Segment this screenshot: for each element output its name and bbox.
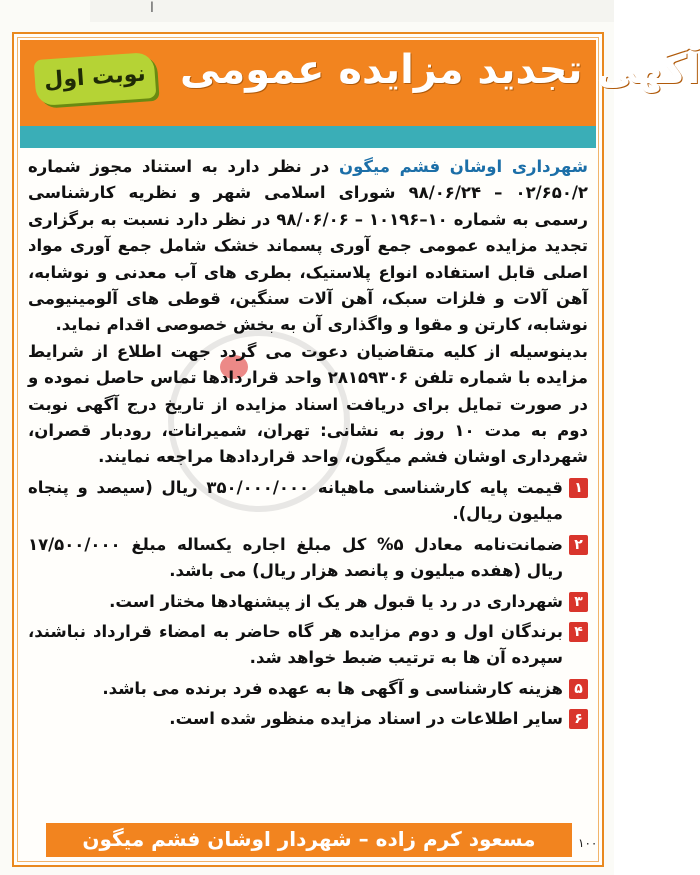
- signature-text: مسعود کرم زاده – شهردار اوشان فشم میگون: [82, 827, 536, 851]
- condition-item: [28, 619, 588, 672]
- condition-number: ۲: [569, 535, 588, 555]
- condition-number: ۶: [569, 709, 588, 729]
- header-stripe: [20, 126, 596, 148]
- condition-number: ۱: [569, 478, 588, 498]
- condition-item: [28, 676, 588, 702]
- condition-text: ضمانت‌نامه معادل ۵% کل مبلغ اجاره یکساله مبلغ ۱۷/۵۰۰/۰۰۰ ریال (هفده میلیون و پانصد هزار ریال) می باشد.: [28, 534, 563, 581]
- condition-item: [28, 532, 588, 585]
- condition-text: شهرداری در رد یا قبول هر یک از پیشنهادها مختار است.: [109, 591, 563, 611]
- signature-band: [46, 823, 572, 857]
- condition-item: [28, 475, 588, 528]
- page-number: ۱۰۰: [578, 836, 598, 850]
- intro-text: در نظر دارد به استناد مجوز شماره ۰۲/۶۵۰/۲ – ۹۸/۰۶/۲۴ شورای اسلامی شهر و نظریه کارشناسی رسمی به شماره ۱۰–۱۰۱۹۶ – ۹۸/۰۶/۰۶ در نظر دارد نسبت به برگزاری تجدید مزایده عمومی جمع آوری پسماند خشک شامل جمع آوری مواد اصلی قابل استفاده انواع پلاستیک، بطری های آب معدنی و نوشابه، آهن آلات و فلزات سبک، آهن آلات سنگین، قوطی های آلومینیومی نوشابه، کارتن و مقوا و واگذاری آن به بخش خصوصی اقدام نماید.: [28, 157, 589, 335]
- ad-title: آگهی تجدید مزایده عمومی: [180, 47, 700, 93]
- top-edge-char: ا: [150, 0, 154, 16]
- condition-number: ۳: [569, 592, 588, 612]
- top-strip: [90, 0, 614, 22]
- ad-body: [28, 154, 588, 733]
- condition-item: [28, 706, 588, 732]
- condition-text: هزینه کارشناسی و آگهی ها به عهده فرد برنده می باشد.: [102, 678, 563, 698]
- intro-paragraph: [28, 154, 588, 339]
- condition-text: سایر اطلاعات در اسناد مزایده منظور شده است.: [169, 709, 563, 729]
- condition-text: قیمت پایه کارشناسی ماهیانه ۳۵۰/۰۰۰/۰۰۰ ریال (سیصد و پنجاه میلیون ریال).: [28, 477, 563, 524]
- org-name: شهرداری اوشان فشم میگون: [339, 157, 588, 176]
- badge-label: نوبت اول: [43, 61, 147, 94]
- invite-paragraph: بدینوسیله از کلیه متقاضیان دعوت می گردد جهت اطلاع از شرایط مزایده با شماره تلفن ۲۸۱۵۹۳۰۶ واحد قراردادها تماس حاصل نموده و در صورت تمایل برای دریافت اسناد مزایده از تاریخ درج آگهی نوبت دوم به مدت ۱۰ روز به نشانی: تهران، شمیرانات، رودبار قصران، شهرداری اوشان فشم میگون، واحد قراردادها مراجعه نمایند.: [28, 341, 588, 467]
- condition-number: ۵: [569, 679, 588, 699]
- condition-text: برندگان اول و دوم مزایده هر گاه حاضر به امضاء قرارداد نباشند، سپرده آن ها به ترتیب ضبط خواهد شد.: [28, 621, 563, 668]
- round-badge: [34, 52, 157, 106]
- condition-number: ۴: [569, 622, 588, 642]
- condition-item: [28, 589, 588, 615]
